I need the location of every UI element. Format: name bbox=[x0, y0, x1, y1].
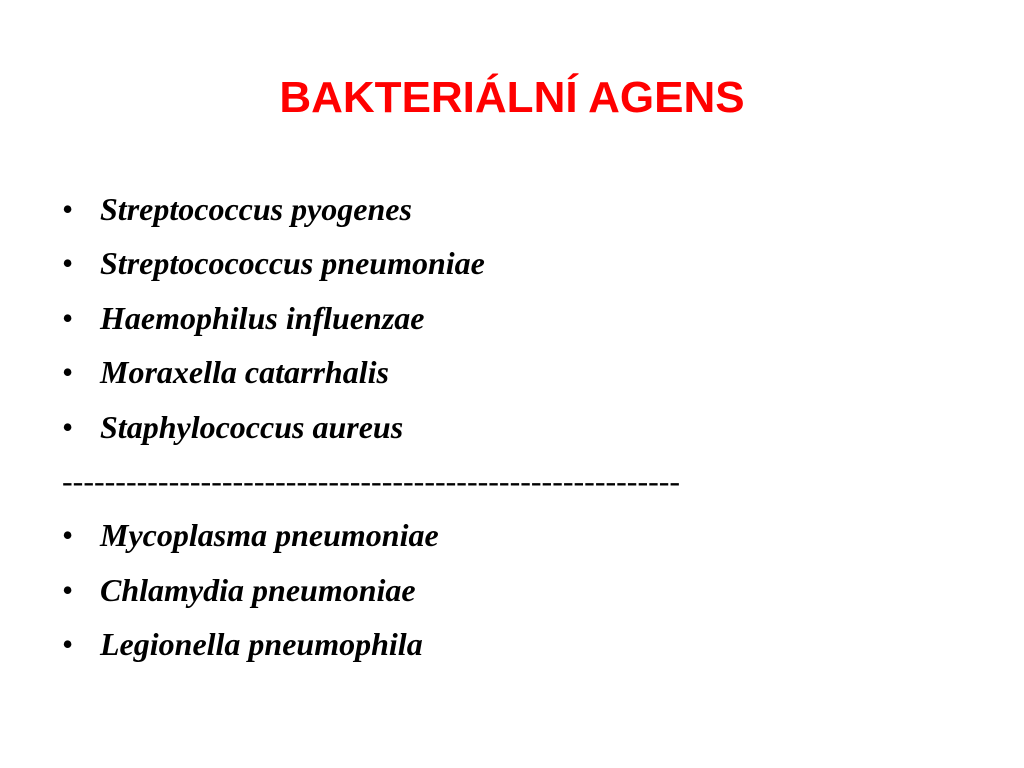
list-item bbox=[62, 236, 962, 290]
bullet-icon: • bbox=[62, 571, 74, 608]
bacteria-name: Mycoplasma pneumoniae bbox=[100, 517, 439, 554]
list-item bbox=[62, 182, 962, 236]
bacteria-name: Legionella pneumophila bbox=[100, 626, 423, 663]
bacteria-list bbox=[62, 182, 962, 672]
bullet-icon: • bbox=[62, 408, 74, 445]
list-item bbox=[62, 617, 962, 671]
bullet-icon: • bbox=[62, 245, 74, 282]
bullet-icon: • bbox=[62, 354, 74, 391]
list-item bbox=[62, 563, 962, 617]
bullet-icon: • bbox=[62, 191, 74, 227]
bacteria-name: Chlamydia pneumoniae bbox=[100, 571, 416, 608]
list-item bbox=[62, 508, 962, 562]
bacteria-name: Haemophilus influenzae bbox=[100, 299, 425, 336]
list-item bbox=[62, 291, 962, 345]
list-item bbox=[62, 400, 962, 454]
section-divider: ---------------------------------------------------------- bbox=[62, 462, 681, 499]
slide-title: BAKTERIÁLNÍ AGENS bbox=[279, 73, 745, 122]
bacteria-name: Streptocococcus pneumoniae bbox=[100, 245, 485, 282]
bullet-icon: • bbox=[62, 517, 74, 554]
bacteria-name: Streptococcus pyogenes bbox=[100, 191, 412, 227]
bullet-icon: • bbox=[62, 299, 74, 336]
bullet-icon: • bbox=[62, 626, 74, 663]
bacteria-name: Staphylococcus aureus bbox=[100, 408, 404, 445]
bacteria-name: Moraxella catarrhalis bbox=[100, 354, 389, 391]
list-item bbox=[62, 345, 962, 399]
